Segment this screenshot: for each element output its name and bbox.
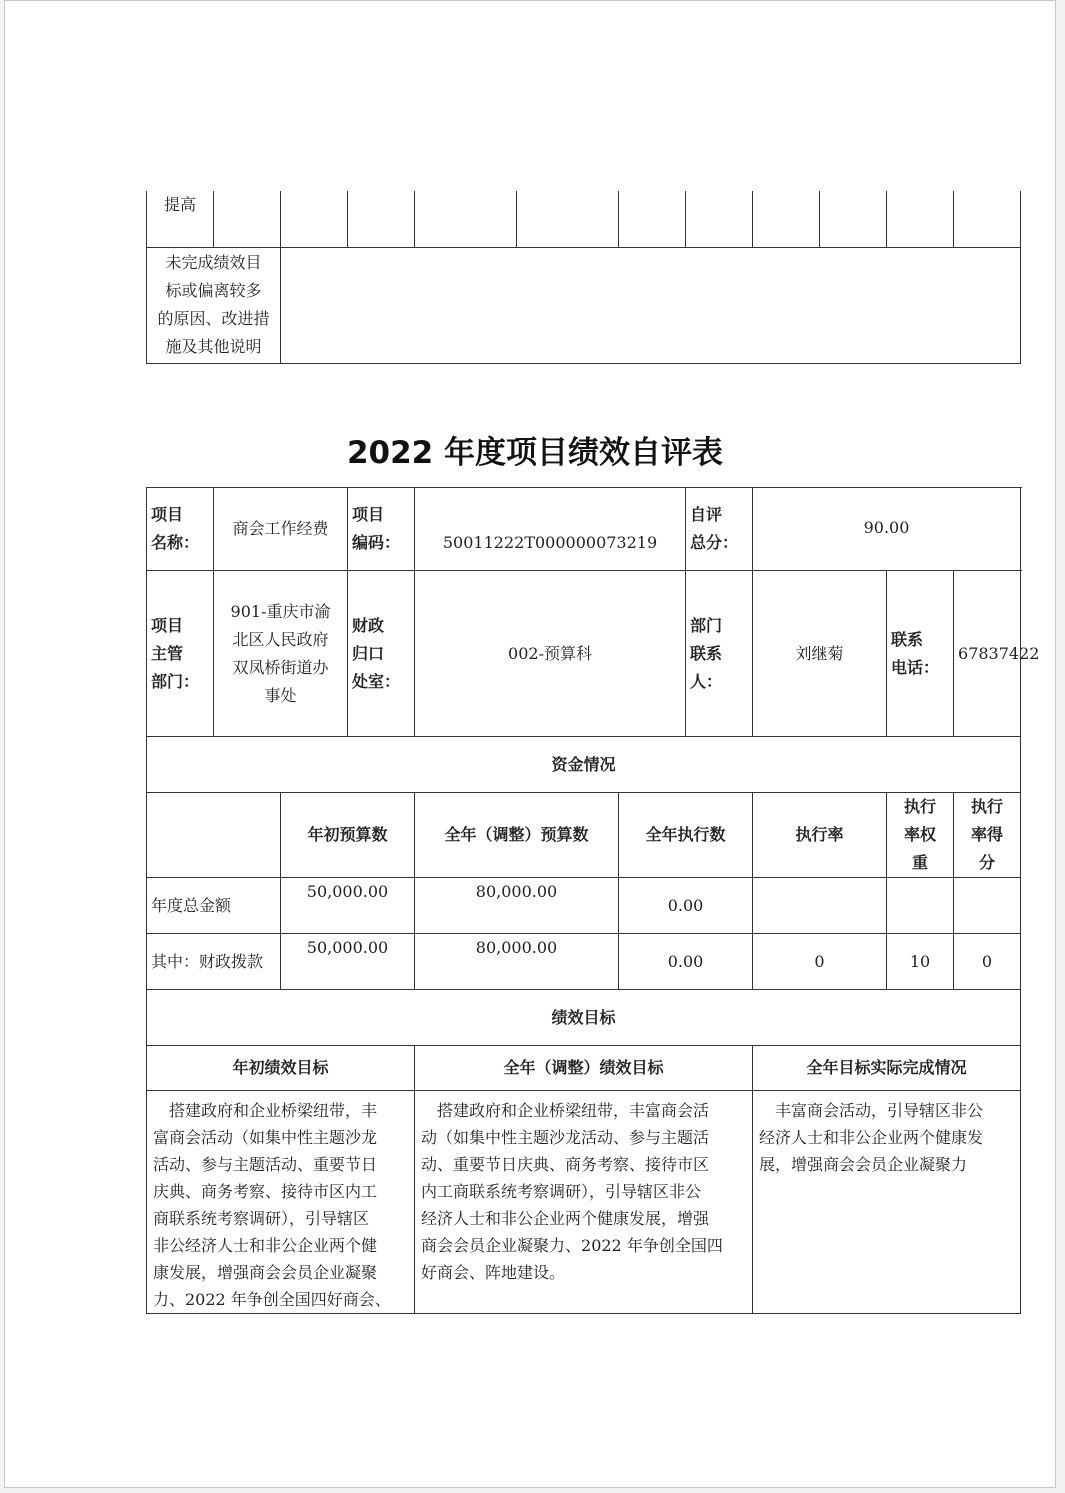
header-adjusted-budget: 全年（调整）预算数 [415,793,619,878]
cell-initial: 50,000.00 [281,878,415,934]
header-score: 执行 率得 分 [954,793,1021,878]
self-score-label: 自评 总分： [686,488,753,571]
funds-section-title: 资金情况 [147,737,1021,793]
goals-section-title: 绩效目标 [147,990,1021,1046]
dept-label: 项目 主管 部门： [147,571,214,737]
unfinished-reasons-value [281,247,1021,363]
finance-office-label: 财政 归口 处室： [348,571,415,737]
cell-rate [753,878,887,934]
phone-value: 67837422 [954,571,1021,737]
header-weight: 执行 率权 重 [887,793,954,878]
page-title: 2022 年度项目绩效自评表 [346,435,724,471]
cell-weight [887,878,954,934]
row-label: 年度总金额 [147,878,281,934]
cell-adjusted: 80,000.00 [415,934,619,990]
finance-office-value: 002-预算科 [415,571,686,737]
funds-header-blank [147,793,281,878]
contact-label: 部门 联系 人： [686,571,753,737]
initial-goal-text: 搭建政府和企业桥梁纽带，丰 富商会活动（如集中性主题沙龙 活动、参与主题活动、重要节日 庆典、商务考察、接待市区内工 商联系统考察调研），引导辖区 非公经济人士和非公企业两个健 康发展，增强商会会员企业凝聚 力、2022 年争创全国四好商会、 [147,1091,415,1314]
goals-header-actual: 全年目标实际完成情况 [753,1046,1021,1091]
self-score-value: 90.00 [753,488,1021,571]
project-code-value: 50011222T000000073219 [415,488,686,571]
cell-weight: 10 [887,934,954,990]
contact-value: 刘继菊 [753,571,887,737]
phone-label: 联系 电话： [887,571,954,737]
row-label-improve: 提高 [147,191,214,247]
cell-rate: 0 [753,934,887,990]
goals-header-adjusted: 全年（调整）绩效目标 [415,1046,753,1091]
row-label: 其中：财政拨款 [147,934,281,990]
adjusted-goal-text: 搭建政府和企业桥梁纽带，丰富商会活 动（如集中性主题沙龙活动、参与主题活 动、重要节日庆典、商务考察、接待市区 内工商联系统考察调研），引导辖区非公 经济人士和非公企业两个健康发展，增强 商会会员企业凝聚力、2022 年争创全国四 好商会、阵地建设。 [415,1091,753,1314]
self-evaluation-table [146,487,1040,1314]
previous-table-continuation [146,191,1021,364]
table-row [147,934,1021,990]
cell-score: 0 [954,934,1021,990]
document-page [4,0,1056,1488]
cell-score [954,878,1021,934]
actual-completion-text: 丰富商会活动，引导辖区非公 经济人士和非公企业两个健康发 展，增强商会会员企业凝聚力 [753,1091,1021,1314]
table-row [147,878,1021,934]
header-initial-budget: 年初预算数 [281,793,415,878]
header-rate: 执行率 [753,793,887,878]
dept-value: 901-重庆市渝 北区人民政府 双凤桥街道办 事处 [214,571,348,737]
project-name-value: 商会工作经费 [214,488,348,571]
cell-executed: 0.00 [619,934,753,990]
header-executed: 全年执行数 [619,793,753,878]
cell-initial: 50,000.00 [281,934,415,990]
project-code-label: 项目 编码： [348,488,415,571]
project-name-label: 项目 名称： [147,488,214,571]
cell-executed: 0.00 [619,878,753,934]
unfinished-reasons-label: 未完成绩效目 标或偏离较多 的原因、改进措 施及其他说明 [147,247,281,363]
cell-adjusted: 80,000.00 [415,878,619,934]
goals-header-initial: 年初绩效目标 [147,1046,415,1091]
